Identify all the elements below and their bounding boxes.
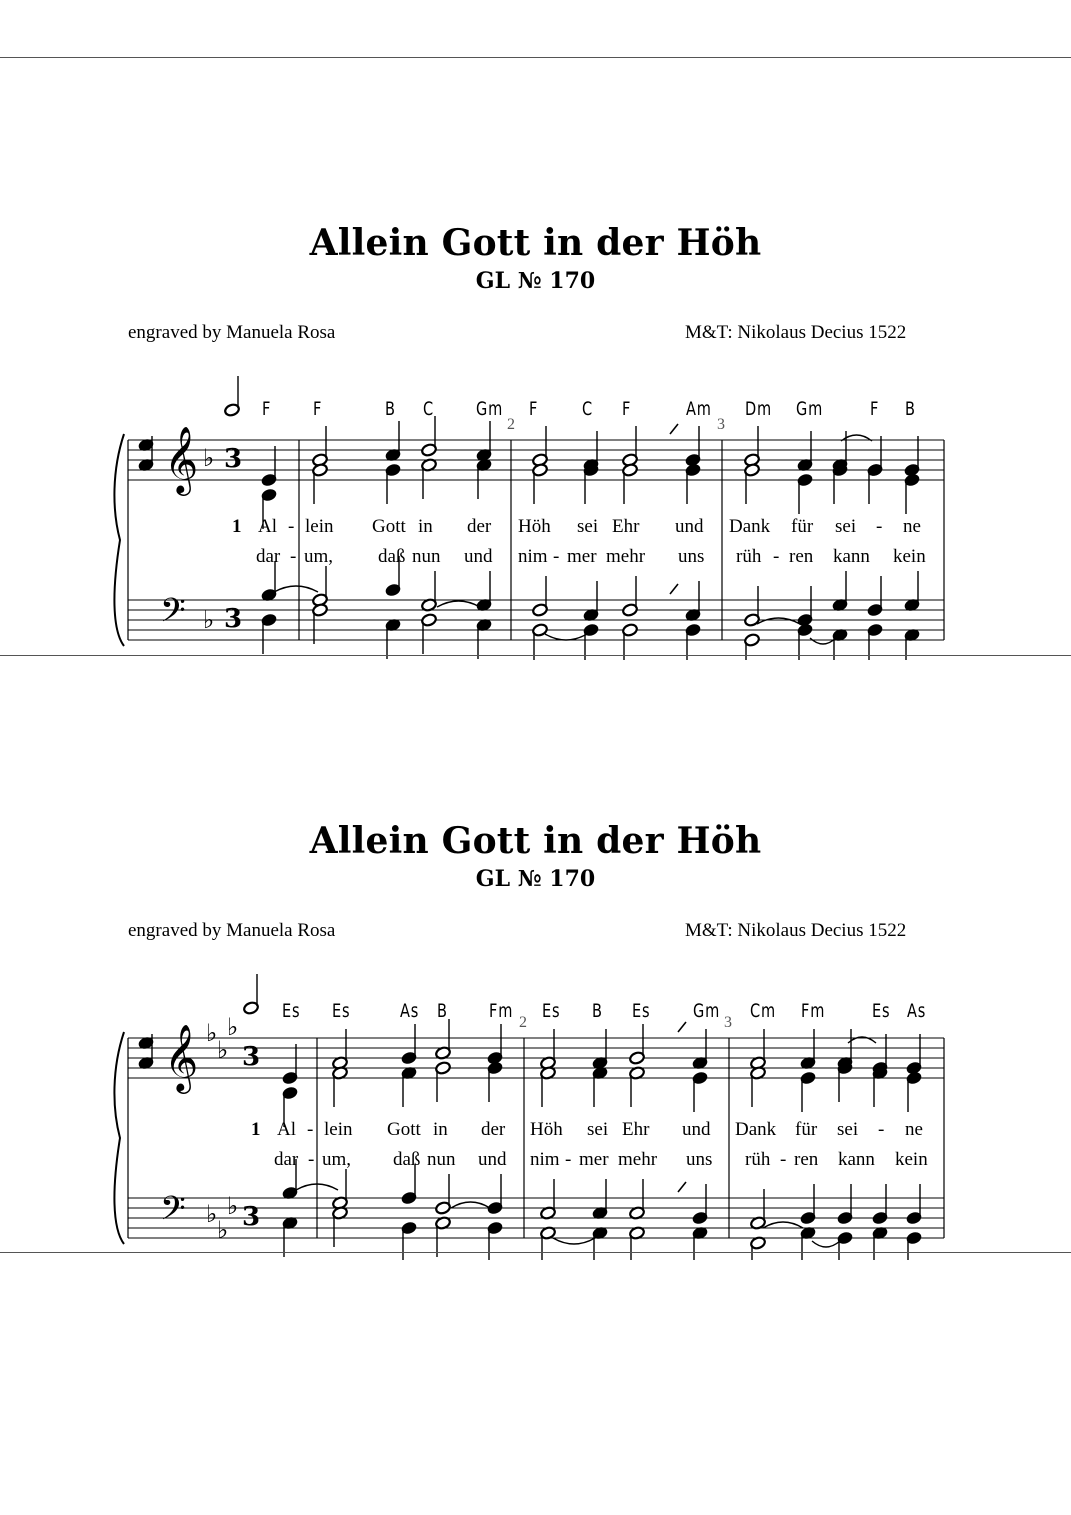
lyric-syllable: kein: [893, 546, 926, 567]
flat-sign: ♭: [206, 1019, 218, 1047]
composer-credit: M&T: Nikolaus Decius 1522: [685, 322, 907, 343]
lyric-syllable: sei: [835, 516, 857, 537]
tie: [553, 1238, 595, 1244]
lyric-syllable: kein: [895, 1149, 928, 1170]
lyric-syllable: für: [791, 516, 814, 537]
bass-clef: 𝄢: [160, 1190, 186, 1236]
lyric-syllable: mehr: [618, 1149, 658, 1170]
lyric-hyphen: -: [780, 1149, 787, 1170]
composer-credit: M&T: Nikolaus Decius 1522: [685, 920, 907, 941]
system-end-rule: [0, 1252, 1071, 1253]
chord-symbol: As: [400, 1000, 420, 1022]
lyric-syllable: daß: [378, 546, 406, 567]
brace: [114, 1032, 124, 1244]
chord-symbol: Es: [632, 1000, 651, 1022]
lyric-syllable: ren: [794, 1149, 819, 1170]
lyric-syllable: in: [433, 1119, 448, 1140]
lyric-syllable: mehr: [606, 546, 646, 567]
time-signature: 3: [242, 1042, 261, 1072]
lyric-syllable: der: [481, 1119, 506, 1140]
bar-number: 2: [519, 1014, 527, 1031]
lyric-syllable: Höh: [530, 1119, 563, 1140]
lyric-syllable: daß: [393, 1149, 421, 1170]
stanza-number: 1: [251, 1119, 261, 1140]
lyric-syllable: Dank: [735, 1119, 777, 1140]
lyric-syllable: Ehr: [622, 1119, 650, 1140]
lyric-syllable: Gott: [372, 516, 406, 537]
time-signature: 3: [242, 1202, 261, 1232]
lyric-syllable: und: [464, 546, 493, 567]
lyric-syllable: lein: [324, 1119, 353, 1140]
lyric-syllable: und: [675, 516, 704, 537]
lyric-syllable: ne: [903, 516, 921, 537]
chord-symbol: C: [423, 398, 435, 420]
lyric-syllable: Gott: [387, 1119, 421, 1140]
lyric-syllable: mer: [567, 546, 597, 567]
lyric-syllable: der: [467, 516, 492, 537]
bar-number: 2: [507, 416, 515, 433]
lyric-syllable: sei: [587, 1119, 609, 1140]
chord-symbol: Cm: [750, 1000, 777, 1022]
lyric-syllable: Ehr: [612, 516, 640, 537]
flat-sign: ♭: [217, 1036, 229, 1064]
chord-symbol: C: [582, 398, 594, 420]
lyric-syllable: nun: [412, 546, 441, 567]
lyric-syllable: nun: [427, 1149, 456, 1170]
tie: [763, 1222, 803, 1228]
piece-title: Allein Gott in der Höh: [309, 820, 762, 862]
lyric-syllable: sei: [837, 1119, 859, 1140]
lyric-syllable: und: [682, 1119, 711, 1140]
lyric-syllable: lein: [305, 516, 334, 537]
chord-symbol: Es: [542, 1000, 561, 1022]
lyric-syllable: ne: [905, 1119, 923, 1140]
lyric-syllable: rüh: [745, 1149, 771, 1170]
chord-symbol: Gm: [476, 398, 504, 420]
piece-subtitle: GL № 170: [475, 866, 596, 892]
lyric-syllable: um,: [322, 1149, 352, 1170]
chord-symbol: Gm: [693, 1000, 721, 1022]
flat-sign: ♭: [203, 606, 215, 634]
lyric-hyphen: -: [773, 546, 780, 567]
lyric-syllable: uns: [678, 546, 705, 567]
lyric-syllable: und: [478, 1149, 507, 1170]
lyric-syllable: Al: [277, 1119, 296, 1140]
lyric-syllable: uns: [686, 1149, 713, 1170]
lyric-syllable: sei: [577, 516, 599, 537]
lyric-hyphen: -: [876, 516, 883, 537]
lyric-syllable: Höh: [518, 516, 551, 537]
chord-symbol: F: [622, 398, 632, 420]
breath-mark: [678, 1022, 686, 1032]
lyric-syllable: in: [418, 516, 433, 537]
chord-symbol: F: [870, 398, 880, 420]
stanza-number: 1: [232, 516, 242, 537]
lyric-syllable: kann: [838, 1149, 875, 1170]
treble-clef: 𝄞: [164, 425, 199, 493]
chord-symbol: F: [529, 398, 539, 420]
lyric-syllable: rüh: [736, 546, 762, 567]
chord-symbol: B: [905, 398, 916, 420]
chord-symbol: B: [385, 398, 396, 420]
lyric-syllable: kann: [833, 546, 870, 567]
lyric-syllable: ren: [789, 546, 814, 567]
flat-sign: ♭: [203, 444, 215, 472]
breath-mark: [678, 1182, 686, 1192]
bar-number: 3: [724, 1014, 732, 1031]
chord-symbol: Es: [332, 1000, 351, 1022]
chord-symbol: As: [907, 1000, 927, 1022]
treble-clef: 𝄞: [164, 1023, 199, 1091]
lyric-hyphen: -: [308, 1149, 315, 1170]
chord-symbol: Es: [872, 1000, 891, 1022]
chord-symbol: F: [313, 398, 323, 420]
lyric-hyphen: -: [553, 546, 560, 567]
lyric-syllable: dar: [274, 1149, 299, 1170]
chord-symbol: Gm: [796, 398, 824, 420]
engraver-credit: engraved by Manuela Rosa: [128, 322, 336, 343]
flat-sign: ♭: [217, 1216, 229, 1244]
lyric-hyphen: -: [290, 546, 297, 567]
chord-symbol: Am: [686, 398, 712, 420]
lyric-hyphen: -: [288, 516, 295, 537]
lyric-syllable: Al: [258, 516, 277, 537]
chord-symbol: Fm: [801, 1000, 826, 1022]
lyric-syllable: Dank: [729, 516, 771, 537]
bar-number: 3: [717, 416, 725, 433]
flat-sign: ♭: [227, 1192, 239, 1220]
lyric-syllable: dar: [256, 546, 281, 567]
chord-symbol: B: [437, 1000, 448, 1022]
chord-symbol: Fm: [489, 1000, 514, 1022]
lyric-hyphen: -: [565, 1149, 572, 1170]
piece-title: Allein Gott in der Höh: [309, 222, 762, 264]
chord-symbol: B: [592, 1000, 603, 1022]
piece-subtitle: GL № 170: [475, 268, 596, 294]
lyric-syllable: für: [795, 1119, 818, 1140]
lyric-syllable: mer: [579, 1149, 609, 1170]
tie: [451, 1202, 490, 1208]
lyric-syllable: nim: [518, 546, 548, 567]
flat-sign: ♭: [206, 1200, 218, 1228]
lyric-hyphen: -: [307, 1119, 314, 1140]
chord-symbol: Es: [282, 1000, 301, 1022]
time-signature: 3: [224, 444, 243, 474]
engraver-credit: engraved by Manuela Rosa: [128, 920, 336, 941]
chord-symbol: Dm: [745, 398, 773, 420]
chord-symbol: F: [262, 398, 272, 420]
flat-sign: ♭: [227, 1013, 239, 1041]
time-signature: 3: [224, 604, 243, 634]
tie: [812, 1241, 840, 1247]
lyric-syllable: nim: [530, 1149, 560, 1170]
lyric-syllable: um,: [304, 546, 334, 567]
lyric-hyphen: -: [878, 1119, 885, 1140]
bass-clef: 𝄢: [160, 592, 186, 638]
